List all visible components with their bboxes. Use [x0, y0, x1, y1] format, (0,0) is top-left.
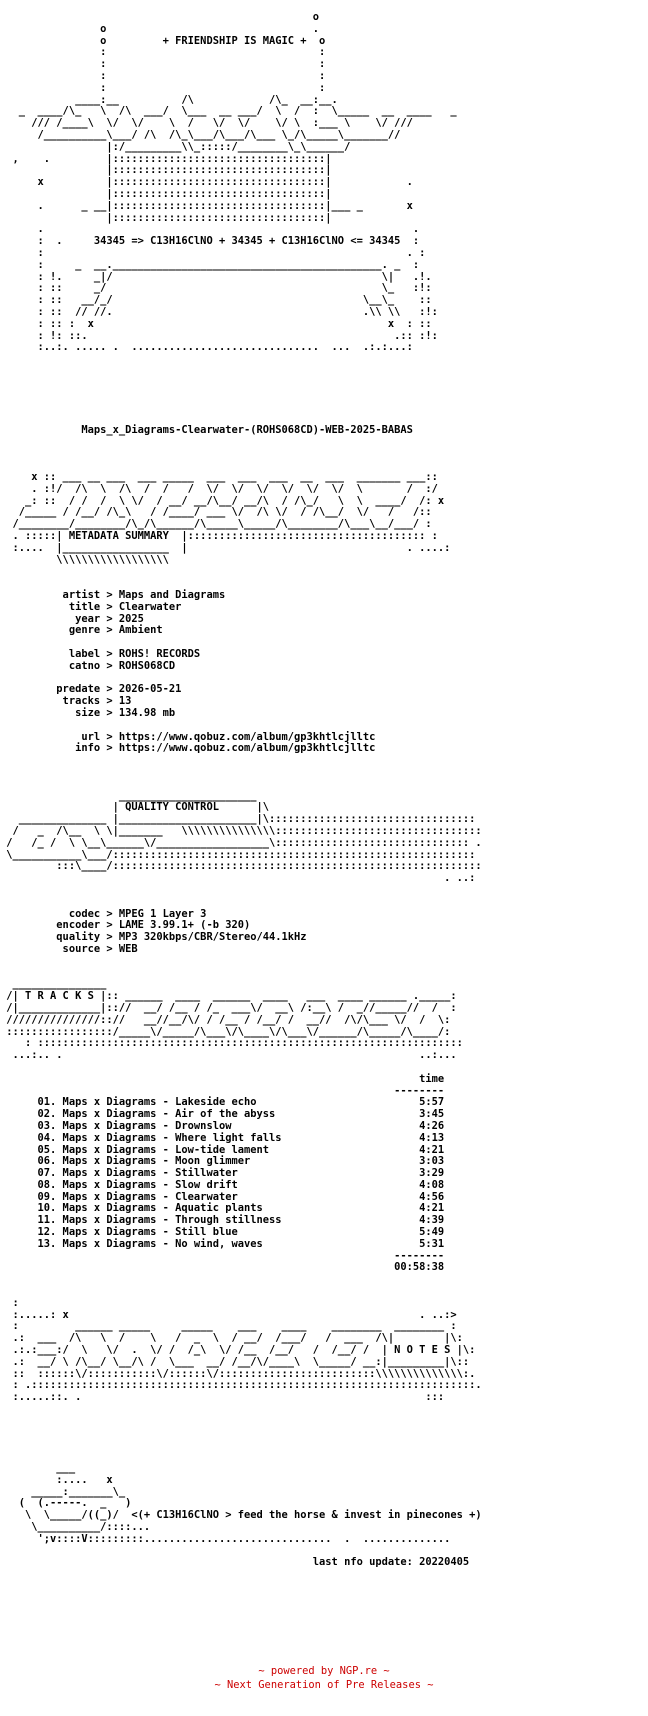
- nfo-text: o o . o + FRIENDSHIP IS MAGIC + o : : : : : : : : ____:__ /\ /\_ __:__. _ ____/\_ \ /\ ___/ \___ __ ___/ \ / : \_____ __ ____ _ /// /____\ \/ \/ \ / \/ \/ \/ \ :___ \ \/ /// /__________\___/ /\ /\_\___/\___/\___ \_/\_____\_______// |:/_________\\_:::::/________\_\______/ , . |::::::::::::::::::::::::::::::::::| |::::::::::::::::::::::::::::::::::| x |::::::::::::::::::::::::::::::::::| . |::::::::::::::::::::::::::::::::::| . _ __|::::::::::::::::::::::::::::::::::|___ _ x |::::::::::::::::::::::::::::::::::| . . : . 34345 => C13H16ClNO + 34345 + C13H16ClNO <= 34345 : : . : : _ __.___________________________________________. _ : : !. _|/ \| .!. : :: _/ \_ :!: : :: __/_/ \__\_ :: : :: // //. .\\ \\ :!: : :: : x x : :: : !: ::. .:: :!: :..:. ..... . .............................. ... .:.:...: Maps_x_Diagrams-Clearwater-(ROHS068CD)-WEB-2025-BABAS x :: ___ __ ___ ___ _____ ___ ___ ___ __ ___ _______ ___:: . :!/ /\ \ /\ / / / \/ \/ \/ \/ \/ \/ \ / :/ _: :: / / / \ \/ / __/ __/\__/ __/\ / /\_/ \ \ ____/ /: x /_____ / /__/ /\_\ / /____/ ___ \/ /\ \/ / /\__/ \/ / /:: /________/________/\_/\______/\_____\_____/\________/\___\__/___/ : . :::::| METADATA SUMMARY |:::::::::::::::::::::::::::::::::::::: : :.... |_________________ | . ....: \\\\\\\\\\\\\\\\\\ artist > Maps and Diagrams title > Clearwater year > 2025 genre > Ambient label > ROHS! RECORDS catno > ROHS068CD predate > 2026-05-21 tracks > 13 size > 134.98 mb url > https://www.qobuz.com/album/gp3khtlcjlltc info > https://www.qobuz.com/album/gp3khtlcjlltc ______________________ | QUALITY CONTROL |\ ______________ |______________________|\::::::::::::::::::::::::::::::::: / _ /\__ \ \|_______ \\\\\\\\\\\\\\\::::::::::::::::::::::::::::::::: / /_ / \ \__\______\/__________________\::::::::::::::::::::::::::::::: . \___________\___/:::::::::::::::::::::::::::::::::::::::::::::::::::::::::: :::\____/::::::::::::::::::::::::::::::::::::::::::::::::::::::::::: . ..: codec > MPEG 1 Layer 3 encoder > LAME 3.99.1+ (-b 320) quality > MP3 320kbps/CBR/Stereo/44.1kHz source > WEB _______________ /| T R A C K S |:: ______ ____ ______ ____ ___ ____ ______ ._____: /|_____________|::// __/ /__ / /_ ___\/ __\ /:__\ / _//_____// / : ///////////////::// __//__/\/ / /__ / /__/ / __// /\/\___ \/ / \: :::::::::::::::::/_____\/_____/\___\/\____\/\___\/______/\_____/\____/: : :::::::::::::::::::::::::::::::::::::::::::::::::::::::::::::::::::: ...:.. . ..:... time -------- 01. Maps x Diagrams - Lakeside echo 5:57 02. Maps x Diagrams - Air of the abyss 3:45 03. Maps x Diagrams - Drownslow 4:26 04. Maps x Diagrams - Where light falls 4:13 05. Maps x Diagrams - Low-tide lament 4:21 06. Maps x Diagrams - Moon glimmer 3:03 07. Maps x Diagrams - Stillwater 3:29 08. Maps x Diagrams - Slow drift 4:08 09. Maps x Diagrams - Clearwater 4:56 10. Maps x Diagrams - Aquatic plants 4:21 11. Maps x Diagrams - Through stillness 4:39 12. Maps x Diagrams - Still blue 5:49 13. Maps x Diagrams - No wind, waves 5:31 -------- 00:58:38 : :.....: x . ..:> : ______ _____ _____ ___ ____ ________ ________ : .: ___ /\ \ / \ / _ \ / __/ /___/ / ___ /\| |\: .:.:___:/ \ \/ . \/ / /_\ \/ /__ /__/ / /__/ / | N O T E S |\: .: __/ \ /\__/ \__/\ / \___ __/ /__/\/____\ \_____/ __:|_________|\:: :: ::::::\/:::::::::::\/::::::\/:::::::::::::::::::::::::\\\\\\\\\\\\\\:. : .:::::::::::::::::::::::::::::::::::::::::::::::::::::::::::::::::::::::. :.....::. . ::: ___ :.... x _____:_______\_ ( (.-----. _ ) \ \_____/((_)/ <(+ C13H16ClNO > feed the horse & invest in pinecones +) \__________/::::... ';v::::V:::::::::.............................. . .............. last nfo update: 20220405: [6, 11, 482, 1569]
- footer-powered-by: ~ powered by NGP.re ~: [258, 1665, 390, 1677]
- footer-tagline: ~ Next Generation of Pre Releases ~: [214, 1679, 434, 1691]
